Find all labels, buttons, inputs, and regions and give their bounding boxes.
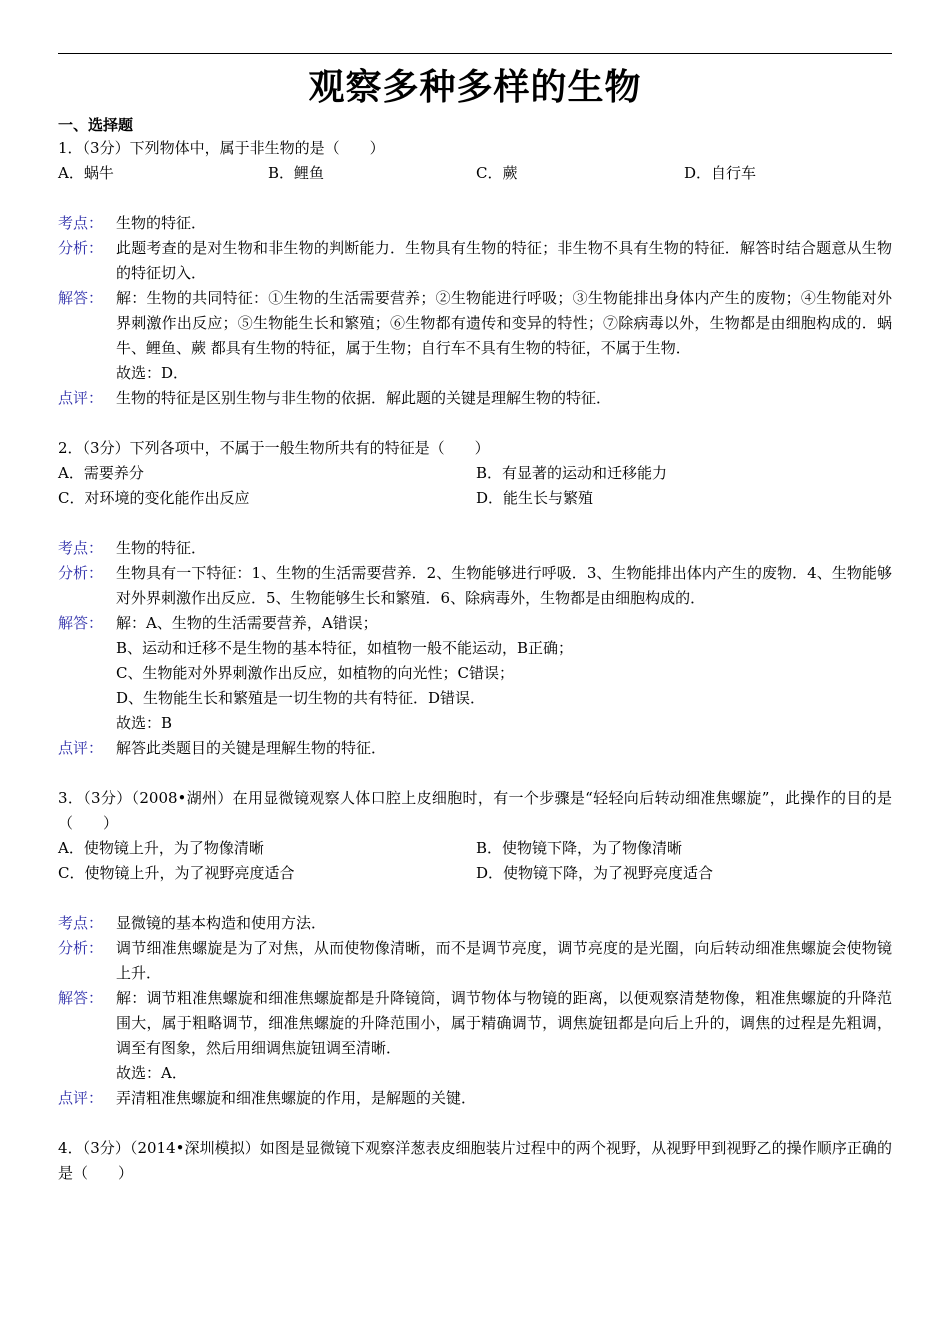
header-rule [58, 53, 892, 54]
question-3-stem: 3．（3分）（2008•湖州）在用显微镜观察人体口腔上皮细胞时，有一个步骤是“轻轻向后转动细准焦螺旋”，此操作的目的是（ ） [58, 789, 892, 832]
q1-option-a: A．蜗牛 [58, 164, 114, 182]
q2-jieda-line-3: C、生物能对外界刺激作出反应，如植物的向光性；C错误； [116, 664, 514, 682]
q3-kaodian-label: 考点： [58, 914, 104, 932]
q3-option-d: D．使物镜下降，为了视野亮度适合 [476, 864, 714, 882]
q2-jieda-line-1: 解：A、生物的生活需要营养，A错误； [116, 614, 378, 632]
q2-option-c: C．对环境的变化能作出反应 [58, 489, 250, 507]
q3-jieda-label: 解答： [58, 989, 104, 1007]
q1-fenxi: 此题考查的是对生物和非生物的判断能力．生物具有生物的特征；非生物不具有生物的特征．解答时结合题意从生物的特征切入． [116, 239, 892, 282]
question-1-stem: 1．（3分）下列物体中，属于非生物的是（ ） [58, 139, 385, 157]
q3-kaodian: 显微镜的基本构造和使用方法． [116, 914, 327, 932]
q3-option-c: C．使物镜上升，为了视野亮度适合 [58, 864, 295, 882]
q2-option-b: B．有显著的运动和迁移能力 [476, 464, 668, 482]
q2-fenxi-label: 分析： [58, 564, 104, 582]
q3-fenxi-label: 分析： [58, 939, 104, 957]
q3-option-b: B．使物镜下降，为了物像清晰 [476, 839, 683, 857]
q2-answer: 故选：B [116, 714, 173, 732]
q1-jieda-label: 解答： [58, 289, 104, 307]
q1-option-c: C．蕨 [476, 164, 518, 182]
q2-dianping-label: 点评： [58, 739, 104, 757]
section-heading: 一、选择题 [58, 116, 134, 134]
q3-fenxi: 调节细准焦螺旋是为了对焦，从而使物像清晰，而不是调节亮度，调节亮度的是光圈，向后转动细准焦螺旋会使物镜上升． [116, 939, 892, 982]
q1-kaodian-label: 考点： [58, 214, 104, 232]
q3-option-a: A．使物镜上升，为了物像清晰 [58, 839, 264, 857]
question-4-stem: 4．（3分）（2014•深圳模拟）如图是显微镜下观察洋葱表皮细胞装片过程中的两个视野，从视野甲到视野乙的操作顺序正确的是（ ） [58, 1139, 892, 1182]
q3-answer: 故选：A． [116, 1064, 187, 1082]
q1-option-d: D．自行车 [684, 164, 757, 182]
q1-jieda: 解：生物的共同特征：①生物的生活需要营养；②生物能进行呼吸；③生物能排出身体内产生的废物；④生物能对外界刺激作出反应；⑤生物能生长和繁殖；⑥生物都有遗传和变异的特性；⑦除病毒以外，生物都是由细胞构成的．蜗牛、鲤鱼、蕨 都具有生物的特征，属于生物；自行车不具有生物的特征，不属于生物． [116, 289, 892, 357]
q2-option-a: A．需要养分 [58, 464, 144, 482]
page-title: 观察多种多样的生物 [308, 67, 642, 108]
q1-dianping-label: 点评： [58, 389, 104, 407]
q2-option-d: D．能生长与繁殖 [476, 489, 594, 507]
q2-jieda-line-4: D、生物能生长和繁殖是一切生物的共有特征．D错误． [116, 689, 486, 707]
q3-jieda: 解：调节粗准焦螺旋和细准焦螺旋都是升降镜筒，调节物体与物镜的距离，以便观察清楚物像，粗准焦螺旋的升降范围大，属于粗略调节，细准焦螺旋的升降范围小，属于精确调节，调焦旋钮都是向后上升的，调焦的过程是先粗调，调至有图象，然后用细调焦旋钮调至清晰． [116, 989, 892, 1057]
q2-dianping: 解答此类题目的关键是理解生物的特征． [116, 739, 387, 757]
q2-kaodian: 生物的特征． [116, 539, 207, 557]
q2-jieda-line-2: B、运动和迁移不是生物的基本特征，如植物一般不能运动，B正确； [116, 639, 574, 657]
q1-fenxi-label: 分析： [58, 239, 104, 257]
q1-answer: 故选：D． [116, 364, 189, 382]
q1-option-b: B．鲤鱼 [268, 164, 325, 182]
q3-dianping-label: 点评： [58, 1089, 104, 1107]
q2-fenxi: 生物具有一下特征：1、生物的生活需要营养．2、生物能够进行呼吸．3、生物能排出体内产生的废物．4、生物能够对外界刺激作出反应．5、生物能够生长和繁殖．6、除病毒外，生物都是由细胞构成的． [116, 564, 892, 607]
q3-dianping: 弄清粗准焦螺旋和细准焦螺旋的作用，是解题的关键． [116, 1089, 477, 1107]
q2-kaodian-label: 考点： [58, 539, 104, 557]
question-2-stem: 2．（3分）下列各项中，不属于一般生物所共有的特征是（ ） [58, 439, 490, 457]
q2-jieda-label: 解答： [58, 614, 104, 632]
q1-kaodian: 生物的特征． [116, 214, 207, 232]
q1-dianping: 生物的特征是区别生物与非生物的依据．解此题的关键是理解生物的特征． [116, 389, 612, 407]
